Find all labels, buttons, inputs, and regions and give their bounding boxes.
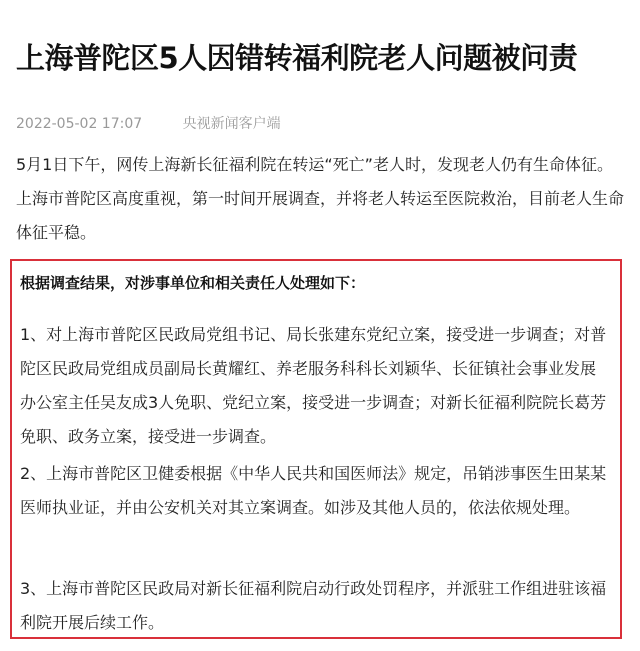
article-meta [16, 114, 281, 134]
investigation-result-box [10, 259, 622, 639]
article-title: 上海普陀区5人因错转福利院老人问题被问责 [16, 41, 578, 75]
result-item-2: 2、上海市普陀区卫健委根据《中华人民共和国医师法》规定，吊销涉事医生田某某医师执业证，并由公安机关对其立案调查。如涉及其他人员的，依法依规处理。 [20, 464, 607, 517]
lead-paragraph: 5月1日下午，网传上海新长征福利院在转运“死亡”老人时，发现老人仍有生命体征。上海市普陀区高度重视，第一时间开展调查，并将老人转运至医院救治，目前老人生命体征平稳。 [16, 155, 625, 242]
box-heading: 根据调查结果，对涉事单位和相关责任人处理如下： [20, 274, 366, 292]
article-source: 央视新闻客户端 [182, 116, 281, 132]
result-item-3: 3、上海市普陀区民政局对新长征福利院启动行政处罚程序，并派驻工作组进驻该福利院开展后续工作。 [20, 579, 607, 632]
result-item-1: 1、对上海市普陀区民政局党组书记、局长张建东党纪立案，接受进一步调查；对普陀区民政局党组成员副局长黄耀红、养老服务科科长刘颖华、长征镇社会事业发展办公室主任吴友成3人免职、党纪立案，接受进一步调查；对新长征福利院院长葛芳免职、政务立案，接受进一步调查。 [20, 325, 607, 446]
publish-date: 2022-05-02 17:07 [16, 116, 143, 132]
